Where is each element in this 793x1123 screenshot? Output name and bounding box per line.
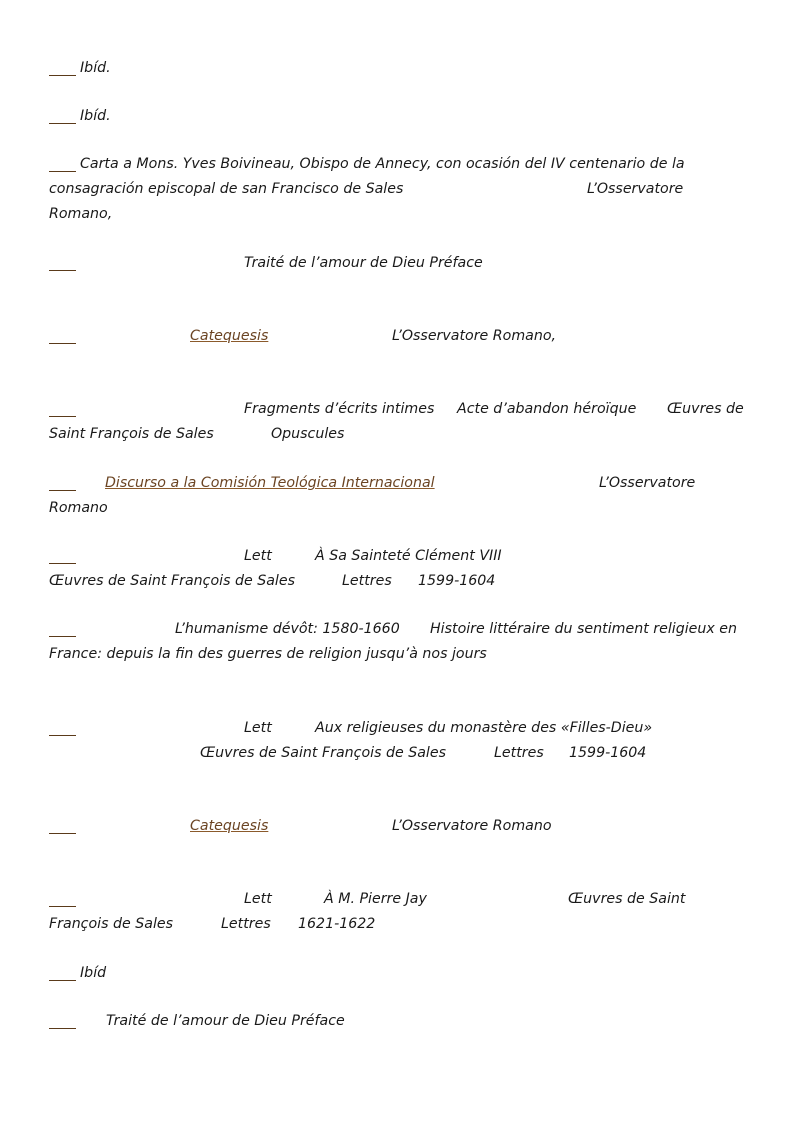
citation-text: À M. Pierre Jay [324,891,427,907]
author-dash [49,171,76,172]
citation-text: Ibíd. [80,60,111,76]
citation-text: France: depuis la fin des guerres de religion jusqu’à nos jours [49,646,487,662]
citation-text: Œuvres de Saint François de Sales [200,745,446,761]
citation-text: Lett [244,548,272,564]
catequesis-link[interactable]: Catequesis [190,818,269,834]
journal-title: L’Osservatore [587,181,684,197]
author-dash [49,270,76,271]
citation-text: Fragments d’écrits intimes [244,401,435,417]
citation-text: 1599-1604 [418,573,496,589]
citation-text: Carta a Mons. Yves Boivineau, Obispo de Annecy, con ocasión del IV centenario de la [80,156,685,172]
citation-text: Lettres [494,745,544,761]
citation-text: L’humanisme dévôt: 1580-1660 [175,621,400,637]
citation-text: Œuvres de [667,401,744,417]
discurso-link[interactable]: Discurso a la Comisión Teológica Internacional [105,475,435,491]
author-dash [49,123,76,124]
citation-text: Œuvres de Saint [568,891,686,907]
citation-text: Lettres [342,573,392,589]
citation-text: À Sa Sainteté Clément VIII [315,548,502,564]
journal-title: L’Osservatore [599,475,696,491]
citation-text: 1621-1622 [298,916,376,932]
journal-title: L’Osservatore Romano, [392,328,557,344]
author-dash [49,980,76,981]
author-dash [49,636,76,637]
citation-text: 1599-1604 [569,745,647,761]
citation-text: Saint François de Sales [49,426,214,442]
citation-text: consagración episcopal de san Francisco de Sales [49,181,404,197]
author-dash [49,343,76,344]
author-dash [49,416,76,417]
journal-title: Romano [49,500,108,516]
author-dash [49,1028,76,1029]
book-title: Traité de l’amour de Dieu Préface [244,255,483,271]
citation-text: Histoire littéraire du sentiment religieux en [430,621,738,637]
author-dash [49,735,76,736]
author-dash [49,833,76,834]
citation-text: Œuvres de Saint François de Sales [49,573,295,589]
citation-text: Ibíd. [80,108,111,124]
citation-text: Acte d’abandon héroïque [457,401,637,417]
author-dash [49,906,76,907]
citation-text: Ibíd [80,965,107,981]
journal-title: L’Osservatore Romano [392,818,552,834]
author-dash [49,490,76,491]
citation-text: Aux religieuses du monastère des «Filles-Dieu» [315,720,653,736]
citation-text: Lett [244,720,272,736]
citation-text: François de Sales [49,916,174,932]
author-dash [49,563,76,564]
author-dash [49,75,76,76]
book-title: Traité de l’amour de Dieu Préface [106,1013,345,1029]
journal-title: Romano, [49,206,113,222]
catequesis-link[interactable]: Catequesis [190,328,269,344]
citation-text: Lettres [221,916,271,932]
citation-text: Opuscules [271,426,345,442]
citation-text: Lett [244,891,272,907]
